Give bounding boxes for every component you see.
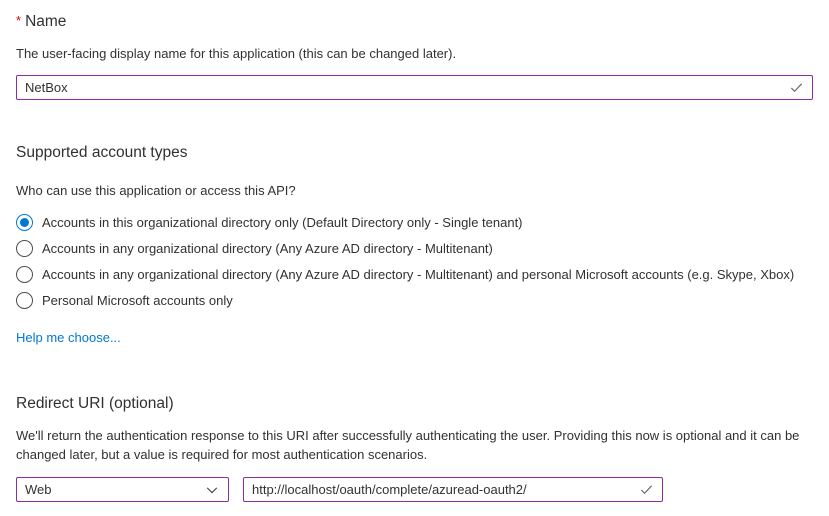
radio-option-label: Accounts in any organizational directory (Any Azure AD directory - Multitenant) xyxy=(42,240,493,256)
name-section-title xyxy=(16,11,813,32)
radio-button-icon[interactable] xyxy=(16,266,33,283)
chevron-down-icon xyxy=(205,483,219,497)
account-types-radio-group xyxy=(16,209,813,313)
radio-button-icon[interactable] xyxy=(16,292,33,309)
radio-option-single-tenant[interactable] xyxy=(16,209,813,235)
required-asterisk: * xyxy=(16,13,22,28)
radio-option-label: Accounts in any organizational directory (Any Azure AD directory - Multitenant) and personal Microsoft accounts (e.g. Skype, Xbox) xyxy=(42,266,795,282)
platform-select-dropdown[interactable] xyxy=(16,477,229,502)
radio-option-label: Accounts in this organizational directory only (Default Directory only - Single tenant) xyxy=(42,214,523,230)
radio-option-multitenant-personal[interactable] xyxy=(16,261,813,287)
radio-button-icon[interactable] xyxy=(16,240,33,257)
redirect-uri-input[interactable] xyxy=(243,477,663,502)
radio-button-icon[interactable] xyxy=(16,214,33,231)
redirect-uri-title: Redirect URI (optional) xyxy=(16,395,174,412)
name-input[interactable] xyxy=(16,75,813,100)
radio-option-personal-only[interactable] xyxy=(16,287,813,313)
name-field-wrap xyxy=(16,75,813,100)
name-title-text: Name xyxy=(25,13,67,30)
redirect-uri-row xyxy=(16,477,813,502)
account-types-question: Who can use this application or access this API? xyxy=(16,183,296,198)
redirect-uri-field-wrap xyxy=(243,477,663,502)
radio-option-label: Personal Microsoft accounts only xyxy=(42,292,233,308)
account-types-title: Supported account types xyxy=(16,144,188,161)
platform-selected-value: Web xyxy=(25,482,52,497)
help-me-choose-link[interactable]: Help me choose... xyxy=(16,330,121,345)
radio-option-multitenant[interactable] xyxy=(16,235,813,261)
name-description: The user-facing display name for this application (this can be changed later). xyxy=(16,46,457,61)
redirect-uri-description: We'll return the authentication response to this URI after successfully authenticating the user. Providing this now is optional and it can be changed later, but a value is required for most authentication scenarios. xyxy=(16,428,800,462)
